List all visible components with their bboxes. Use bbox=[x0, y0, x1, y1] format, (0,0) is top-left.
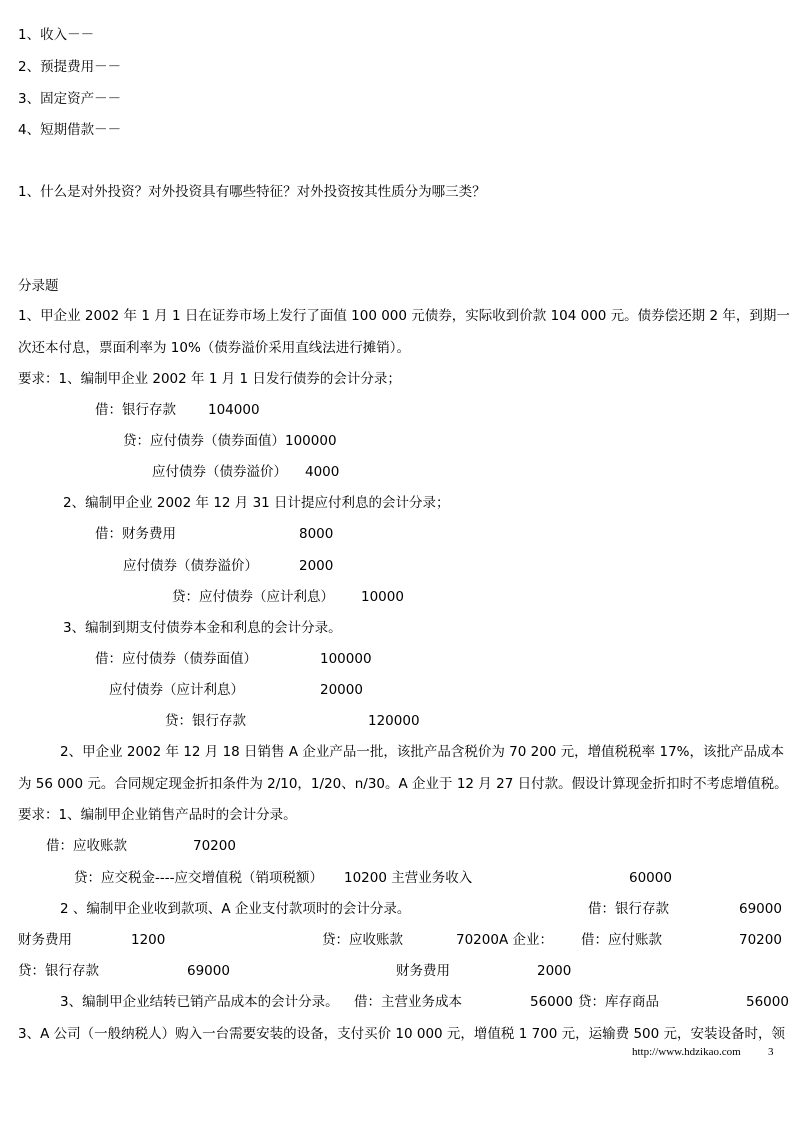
q1-entry3-debit2-amount: 20000 bbox=[320, 682, 363, 698]
q2-r4-label2: 财务费用 bbox=[396, 963, 450, 979]
page-number: 3 bbox=[768, 1046, 774, 1058]
q2-r4-amount2: 2000 bbox=[537, 963, 572, 979]
q1-entry1-debit-amount: 104000 bbox=[208, 402, 260, 418]
q1-entry1-credit2-amount: 4000 bbox=[305, 464, 340, 480]
q1-entry2-credit-label: 贷：应付债券（应计利息） bbox=[172, 589, 334, 605]
q1-entry1-credit1: 贷：应付债券（债券面值）100000 bbox=[123, 433, 337, 449]
q1-entry3-debit-label: 借：应付债券（债券面值） bbox=[95, 651, 257, 667]
q2-r2-debit-label: 借：银行存款 bbox=[588, 901, 669, 917]
q1-entry3-credit-amount: 120000 bbox=[368, 713, 420, 729]
q1-entry3-debit2-label: 应付债券（应计利息） bbox=[109, 682, 244, 698]
q1-entry2-debit2-label: 应付债券（债券溢价） bbox=[123, 558, 258, 574]
footer-url[interactable]: http://www.hdzikao.com bbox=[632, 1046, 741, 1058]
q1-entry1-debit-label: 借：银行存款 bbox=[95, 402, 176, 418]
q2-r3-amount2: 70200A 企业： bbox=[456, 932, 553, 948]
term-2: 2、预提费用－－ bbox=[18, 59, 122, 75]
q2-stem-line1: 2、甲企业 2002 年 12 月 18 日销售 A 企业产品一批，该批产品含税价为 70 200 元，增值税税率 17%，该批产品成本 bbox=[60, 744, 784, 760]
q2-r3-amount1: 1200 bbox=[131, 932, 166, 948]
q2-r4-amount1: 69000 bbox=[187, 963, 230, 979]
q1-stem-line1: 1、甲企业 2002 年 1 月 1 日在证券市场上发行了面值 100 000 元债券，实际收到价款 104 000 元。债券偿还期 2 年，到期一 bbox=[18, 308, 790, 324]
q1-entry2-debit-label: 借：财务费用 bbox=[95, 526, 176, 542]
q2-requirement-2: 2 、编制甲企业收到款项、A 企业支付款项时的会计分录。 bbox=[60, 901, 411, 917]
q2-entry1-credit-text: 贷：应交税金----应交增值税（销项税额） bbox=[74, 870, 323, 886]
q1-requirement-2: 2、编制甲企业 2002 年 12 月 31 日计提应付利息的会计分录； bbox=[63, 495, 450, 511]
q1-entry2-credit-amount: 10000 bbox=[361, 589, 404, 605]
q1-entry3-debit-amount: 100000 bbox=[320, 651, 372, 667]
q1-entry3-credit-label: 贷：银行存款 bbox=[165, 713, 246, 729]
q2-r5-label2: 贷：库存商品 bbox=[578, 994, 659, 1010]
q2-requirement-3: 3、编制甲企业结转已销产品成本的会计分录。 bbox=[60, 994, 339, 1010]
q2-entry1-revenue-amount: 60000 bbox=[629, 870, 672, 886]
q2-r3-label3: 借：应付账款 bbox=[581, 932, 662, 948]
q3-stem-line1: 3、A 公司（一般纳税人）购入一台需要安装的设备，支付买价 10 000 元，增值税 1 700 元，运输费 500 元，安装设备时，领 bbox=[18, 1026, 786, 1042]
q1-requirement-3: 3、编制到期支付债券本金和利息的会计分录。 bbox=[63, 620, 342, 636]
term-3: 3、固定资产－－ bbox=[18, 91, 122, 107]
short-answer-question: 1、什么是对外投资？对外投资具有哪些特征？对外投资按其性质分为哪三类？ bbox=[18, 184, 486, 200]
q2-entry1-debit-label: 借：应收账款 bbox=[46, 838, 127, 854]
q2-requirement-1: 要求：1、编制甲企业销售产品时的会计分录。 bbox=[18, 807, 297, 823]
q2-r4-label1: 贷：银行存款 bbox=[18, 963, 99, 979]
section-title: 分录题 bbox=[18, 278, 59, 294]
q2-r2-debit-amount: 69000 bbox=[739, 901, 782, 917]
q2-r3-label1: 财务费用 bbox=[18, 932, 72, 948]
q2-r5-amount2: 56000 bbox=[746, 994, 789, 1010]
q2-stem-line2: 为 56 000 元。合同规定现金折扣条件为 2/10，1/20、n/30。A 企业于 12 月 27 日付款。假设计算现金折扣时不考虑增值税。 bbox=[18, 776, 788, 792]
q1-entry2-debit2-amount: 2000 bbox=[299, 558, 334, 574]
q1-stem-line2: 次还本付息，票面利率为 10%（债券溢价采用直线法进行摊销）。 bbox=[18, 340, 411, 356]
q2-entry1-credit-amount: 10200 主营业务收入 bbox=[344, 870, 473, 886]
q2-r3-amount3: 70200 bbox=[739, 932, 782, 948]
q2-r3-label2: 贷：应收账款 bbox=[322, 932, 403, 948]
q1-requirement-1: 要求：1、编制甲企业 2002 年 1 月 1 日发行债券的会计分录； bbox=[18, 371, 401, 387]
q2-r5-label1: 借：主营业务成本 bbox=[354, 994, 462, 1010]
term-4: 4、短期借款－－ bbox=[18, 122, 122, 138]
q1-entry2-debit-amount: 8000 bbox=[299, 526, 334, 542]
q2-r5-amount1: 56000 bbox=[530, 994, 573, 1010]
term-1: 1、收入－－ bbox=[18, 27, 95, 43]
q2-entry1-debit-amount: 70200 bbox=[193, 838, 236, 854]
q1-entry1-credit2-label: 应付债券（债券溢价） bbox=[152, 464, 287, 480]
